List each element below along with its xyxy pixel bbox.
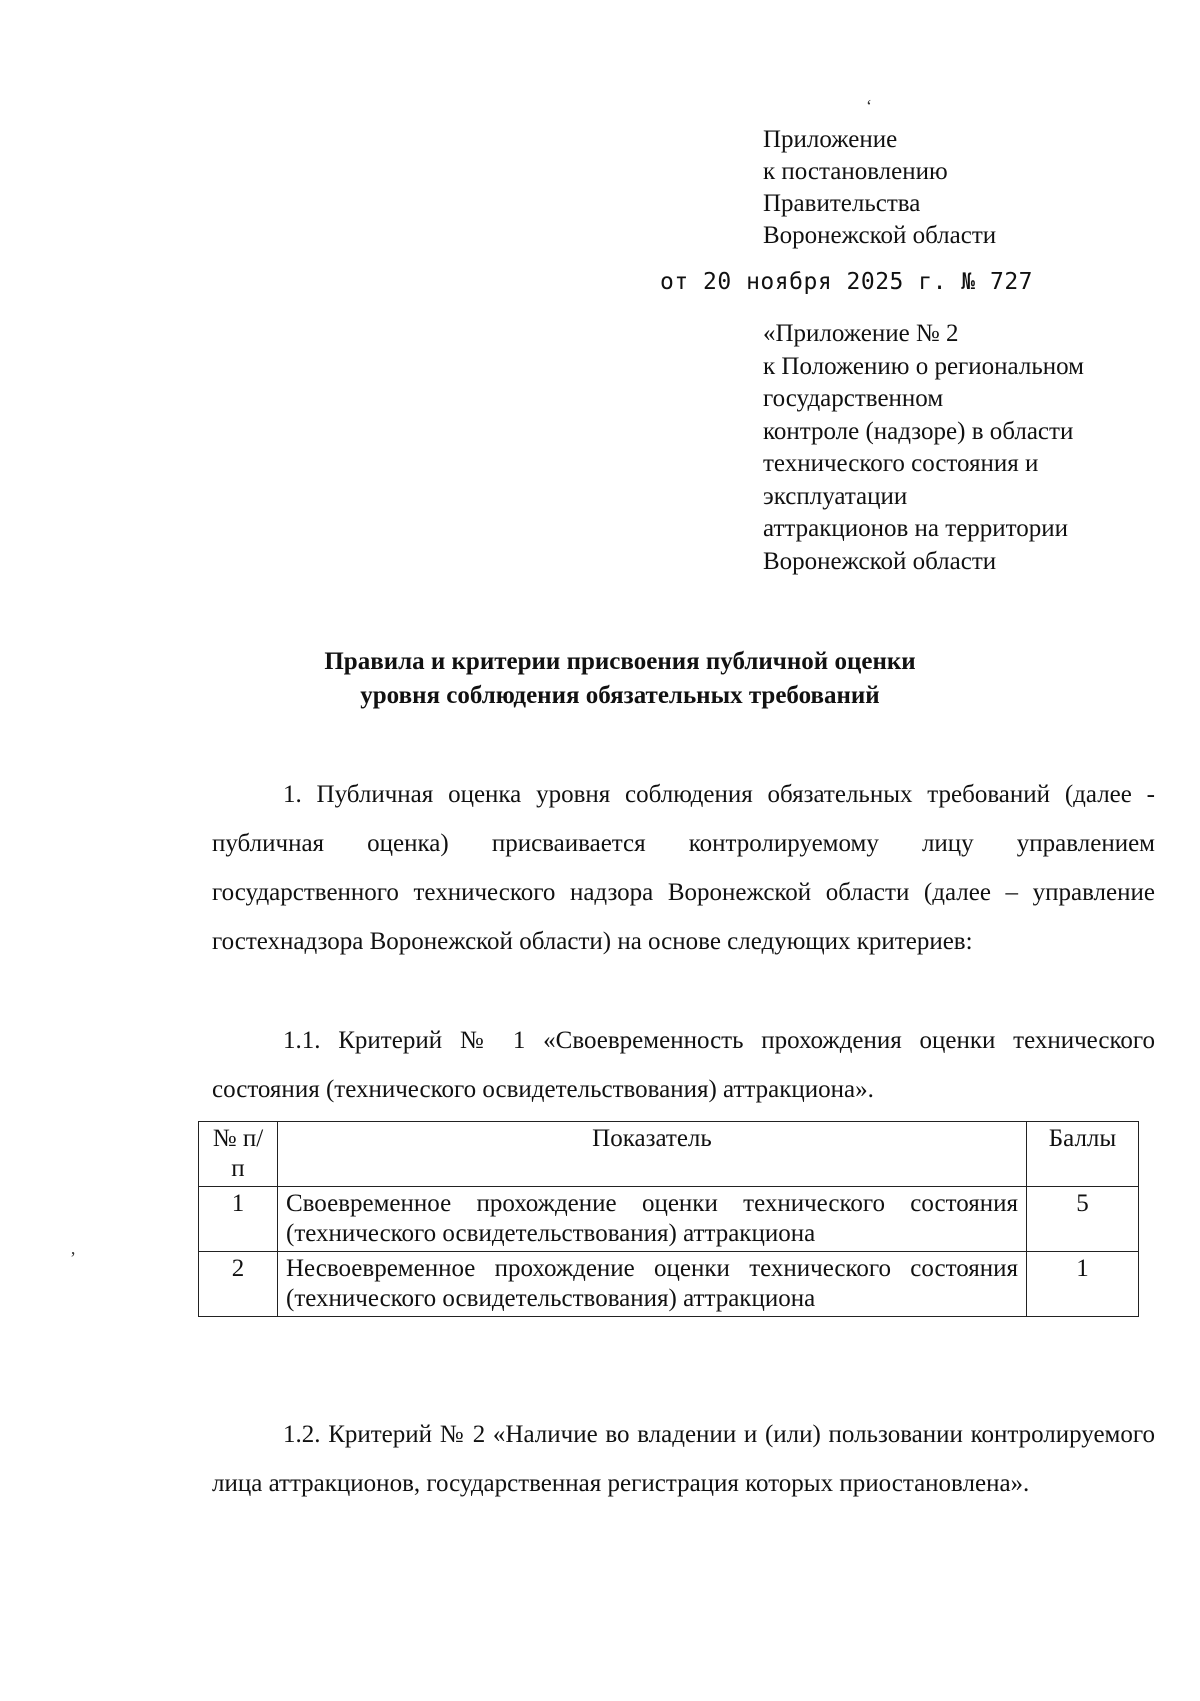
quoted-appendix-line: к Положению о региональном — [763, 352, 1084, 380]
quoted-appendix-header — [763, 318, 1084, 578]
row-points: 1 — [1027, 1252, 1139, 1317]
scan-speck: ‘ — [866, 96, 872, 116]
header-num: № п/п — [199, 1122, 278, 1187]
appendix-line: Приложение — [763, 126, 898, 153]
criterion-1-table — [198, 1121, 1139, 1317]
criterion-1-text: 1.1. Критерий № 1 «Своевременность прохождения оценки технического состояния (технического освидетельствования) аттракциона». — [212, 1027, 1155, 1103]
row-num: 1 — [199, 1187, 278, 1252]
paragraph-text: 1. Публичная оценка уровня соблюдения обязательных требований (далее - публичная оценка) присваивается контролируемому лицу управлением государственного технического надзора Воронежской области (далее – управление гостехнадзора Воронежской области) на основе следующих критериев: — [212, 781, 1155, 955]
header-points: Баллы — [1027, 1122, 1139, 1187]
criterion-2-text: 1.2. Критерий № 2 «Наличие во владении и (или) пользовании контролируемого лица аттракционов, государственная регистрация которых приостановлена». — [212, 1421, 1155, 1497]
criterion-1 — [212, 1016, 1155, 1114]
quoted-appendix-line: эксплуатации — [763, 482, 908, 510]
quoted-appendix-line: государственном — [763, 385, 944, 412]
header-indicator: Показатель — [278, 1122, 1027, 1187]
row-indicator: Своевременное прохождение оценки технического состояния (технического освидетельствования) аттракциона — [278, 1187, 1027, 1252]
row-num: 2 — [199, 1252, 278, 1317]
row-indicator: Несвоевременное прохождение оценки технического состояния (технического освидетельствования) аттракциона — [278, 1252, 1027, 1317]
table-header-row — [199, 1122, 1139, 1187]
quoted-appendix-line: контроле (надзоре) в области — [763, 417, 1074, 445]
quoted-appendix-line: Воронежской области — [763, 547, 997, 575]
title-line: уровня соблюдения обязательных требований — [360, 682, 880, 709]
table-row — [199, 1187, 1139, 1252]
paragraph-1 — [212, 770, 1155, 966]
quoted-appendix-line: аттракционов на территории — [763, 515, 1069, 542]
title-line: Правила и критерии присвоения публичной оценки — [324, 648, 916, 675]
appendix-header — [763, 124, 996, 252]
quoted-appendix-line: технического состояния и — [763, 450, 1039, 477]
row-points: 5 — [1027, 1187, 1139, 1252]
criterion-2 — [212, 1410, 1155, 1508]
appendix-line: к постановлению — [763, 158, 948, 185]
document-title — [230, 645, 1010, 713]
table-row — [199, 1252, 1139, 1317]
appendix-line: Правительства — [763, 190, 921, 217]
appendix-line: Воронежской области — [763, 222, 997, 249]
resolution-date: от 20 ноября 2025 г. № 727 — [660, 269, 1034, 295]
quoted-appendix-line: «Приложение № 2 — [763, 320, 959, 347]
scan-speck: ‚ — [70, 1238, 76, 1258]
